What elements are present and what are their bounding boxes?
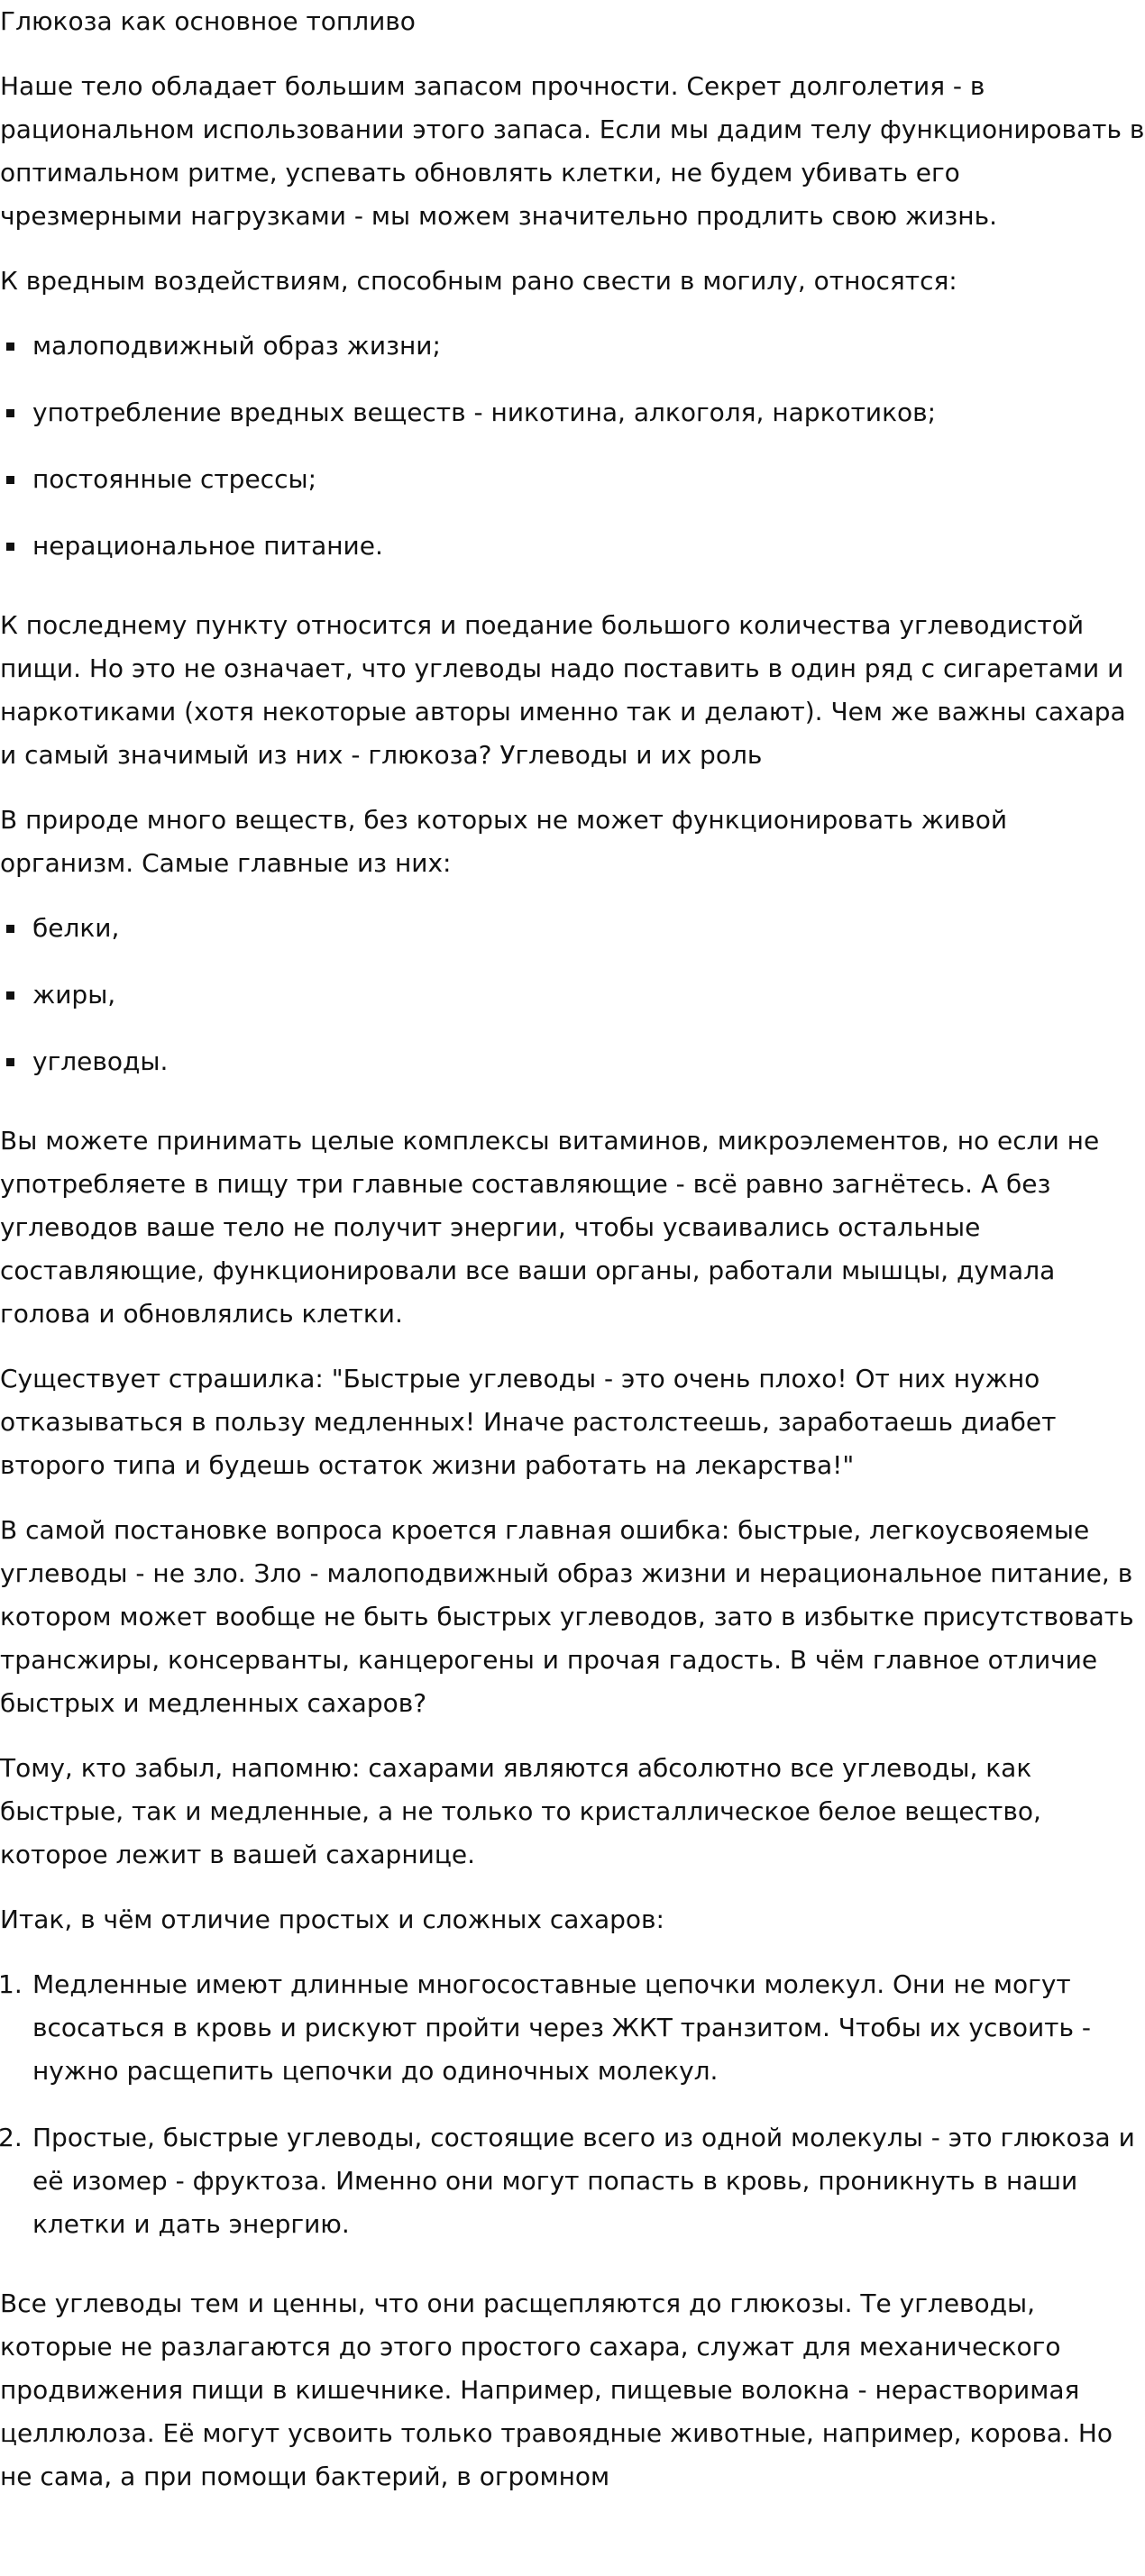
list-item: употребление вредных веществ - никотина, алкоголя, наркотиков; — [32, 391, 1145, 434]
nutrients-list — [0, 907, 1145, 1083]
article-title: Глюкоза как основное топливо — [0, 6, 416, 36]
harmful-factors-list — [0, 324, 1145, 568]
paragraph-glucose: Все углеводы тем и ценны, что они расщепляются до глюкозы. Те углеводы, которые не разлагаются до этого простого сахара, служат для механического продвижения пищи в кишечнике. Например, пищевые волокна - нерастворимая целлюлоза. Её могут усвоить только травоядные животные, например, корова. Но не сама, а при помощи бактерий, в огромном — [0, 2288, 1113, 2491]
list-item: нерациональное питание. — [32, 525, 1145, 568]
paragraph-difference-lead: Итак, в чём отличие простых и сложных сахаров: — [0, 1905, 664, 1934]
list-item: малоподвижный образ жизни; — [32, 324, 1145, 368]
paragraph-harmful-lead: К вредным воздействиям, способным рано свести в могилу, относятся: — [0, 266, 957, 296]
paragraph-nutrients-lead: В природе много веществ, без которых не может функционировать живой организм. Самые главные из них: — [0, 805, 1008, 878]
list-item: Медленные имеют длинные многосоставные цепочки молекул. Они не могут всосаться в кровь и рискуют пройти через ЖКТ транзитом. Чтобы их усвоить - нужно расщепить цепочки до одиночных молекул. — [32, 1969, 1091, 2086]
list-item: жиры, — [32, 973, 1145, 1017]
paragraph-intro: Наше тело обладает большим запасом прочности. Секрет долголетия - в рациональном использовании этого запаса. Если мы дадим телу функционировать в оптимальном ритме, успевать обновлять клетки, не будем убивать его чрезмерными нагрузками - мы можем значительно продлить свою жизнь. — [0, 71, 1145, 231]
sugar-types-list — [0, 1963, 1145, 2246]
list-item: белки, — [32, 907, 1145, 950]
paragraph-reminder: Тому, кто забыл, напомню: сахарами являются абсолютно все углеводы, как быстрые, так и медленные, а не только то кристаллическое белое вещество, которое лежит в вашей сахарнице. — [0, 1753, 1041, 1869]
list-item: углеводы. — [32, 1040, 1145, 1083]
list-item: постоянные стрессы; — [32, 458, 1145, 501]
paragraph-myth: Существует страшилка: "Быстрые углеводы - это очень плохо! От них нужно отказываться в пользу медленных! Иначе растолстеешь, заработаешь диабет второго типа и будешь остаток жизни работать на лекарства!" — [0, 1364, 1057, 1480]
paragraph-vitamins: Вы можете принимать целые комплексы витаминов, микроэлементов, но если не употребляете в пищу три главные составляющие - всё равно загнётесь. А без углеводов ваше тело не получит энергии, чтобы усваивались остальные составляющие, функционировали все ваши органы, работали мышцы, думала голова и обновлялись клетки. — [0, 1126, 1100, 1329]
paragraph-mistake: В самой постановке вопроса кроется главная ошибка: быстрые, легкоусвояемые углеводы - не зло. Зло - малоподвижный образ жизни и нерациональное питание, в котором может вообще не быть быстрых углеводов, зато в избытке присутствовать трансжиры, консерванты, канцерогены и прочая гадость. В чём главное отличие быстрых и медленных сахаров? — [0, 1515, 1134, 1718]
paragraph-carbs-role: К последнему пункту относится и поедание большого количества углеводистой пищи. Но это не означает, что углеводы надо поставить в один ряд с сигаретами и наркотиками (хотя некоторые авторы именно так и делают). Чем же важны сахара и самый значимый из них - глюкоза? Углеводы и их роль — [0, 610, 1126, 770]
list-item: Простые, быстрые углеводы, состоящие всего из одной молекулы - это глюкоза и её изомер - фруктоза. Именно они могут попасть в кровь, проникнуть в наши клетки и дать энергию. — [32, 2123, 1135, 2239]
